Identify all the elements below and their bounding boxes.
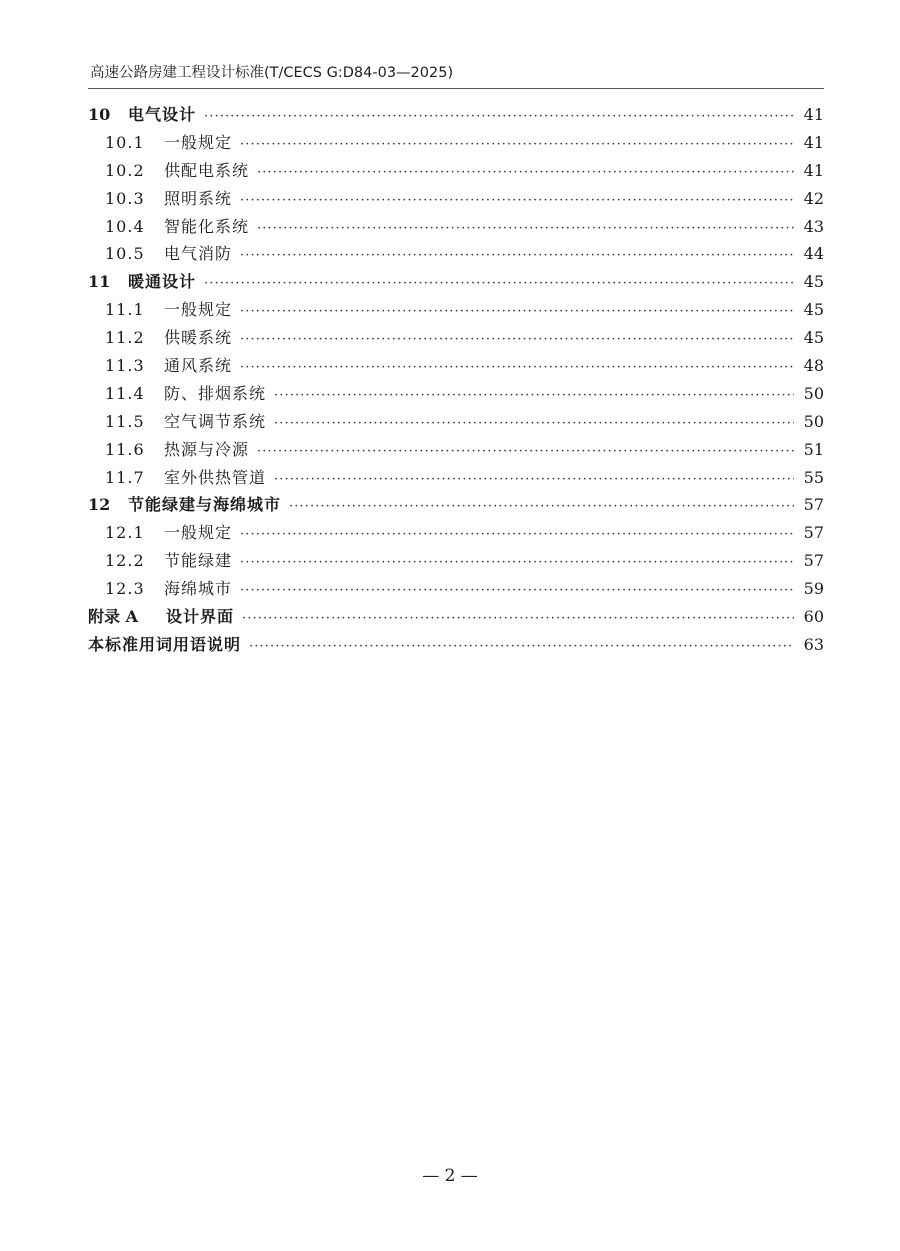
toc-title: 一般规定 — [164, 523, 233, 543]
toc-title: 一般规定 — [164, 300, 233, 320]
dot-leader — [240, 242, 794, 270]
toc-number: 10 — [88, 105, 111, 124]
toc-entry-appendix-a[interactable] — [88, 603, 824, 631]
toc-number: 11.6 — [105, 439, 145, 459]
toc-title: 暖通设计 — [128, 272, 197, 292]
toc-page: 41 — [803, 132, 824, 152]
toc-number: 12.1 — [105, 523, 145, 543]
toc-entry-12[interactable] — [88, 491, 824, 519]
toc-page: 41 — [803, 105, 824, 124]
table-of-contents — [88, 101, 824, 659]
toc-number: 10.3 — [105, 188, 145, 208]
toc-title: 节能绿建与海绵城市 — [128, 495, 282, 515]
toc-page: 42 — [803, 188, 824, 208]
dot-leader — [240, 521, 794, 549]
toc-number: 10.4 — [105, 216, 145, 236]
toc-title: 智能化系统 — [164, 216, 250, 236]
toc-page: 50 — [803, 411, 824, 431]
dot-leader — [240, 131, 794, 159]
toc-entry-10-3[interactable] — [88, 185, 824, 213]
toc-title: 电气设计 — [128, 105, 197, 124]
dot-leader — [242, 605, 794, 633]
header-rule — [88, 88, 824, 89]
toc-page: 57 — [803, 551, 824, 571]
toc-page: 60 — [803, 607, 824, 627]
dot-leader — [240, 187, 794, 215]
toc-entry-12-3[interactable] — [88, 575, 824, 603]
toc-page: 59 — [803, 579, 824, 599]
toc-entry-10-1[interactable] — [88, 129, 824, 157]
toc-page: 57 — [803, 523, 824, 543]
toc-entry-11-1[interactable] — [88, 296, 824, 324]
toc-entry-11-5[interactable] — [88, 408, 824, 436]
toc-number: 11.7 — [105, 467, 145, 487]
toc-page: 44 — [803, 244, 824, 264]
toc-entry-12-1[interactable] — [88, 519, 824, 547]
toc-number: 11.4 — [105, 383, 145, 403]
toc-page: 45 — [803, 272, 824, 292]
toc-page: 51 — [803, 439, 824, 459]
toc-title: 海绵城市 — [164, 579, 233, 599]
toc-page: 45 — [803, 300, 824, 320]
toc-number: 10.2 — [105, 160, 145, 180]
toc-entry-10-4[interactable] — [88, 213, 824, 241]
toc-title: 设计界面 — [166, 607, 235, 627]
toc-title: 照明系统 — [164, 188, 233, 208]
toc-page: 48 — [803, 356, 824, 376]
toc-entry-11-6[interactable] — [88, 436, 824, 464]
toc-page: 57 — [803, 495, 824, 515]
dot-leader — [289, 493, 794, 521]
toc-entry-11-2[interactable] — [88, 324, 824, 352]
toc-number: 11 — [88, 272, 111, 292]
dot-leader — [204, 103, 794, 131]
toc-title: 供配电系统 — [164, 160, 250, 180]
toc-entry-11-4[interactable] — [88, 380, 824, 408]
toc-page: 45 — [803, 328, 824, 348]
toc-number: 12.2 — [105, 551, 145, 571]
toc-entry-terms-explanation[interactable] — [88, 631, 824, 659]
page-number: — 2 — — [422, 1166, 478, 1186]
toc-page: 43 — [803, 216, 824, 236]
dot-leader — [274, 410, 794, 438]
toc-title: 空气调节系统 — [164, 411, 267, 431]
dot-leader — [257, 159, 794, 187]
toc-page: 50 — [803, 383, 824, 403]
toc-number: 11.2 — [105, 328, 145, 348]
toc-entry-10-5[interactable] — [88, 240, 824, 268]
toc-number: 10.5 — [105, 244, 145, 264]
toc-title: 节能绿建 — [164, 551, 233, 571]
dot-leader — [274, 466, 794, 494]
toc-number: 11.1 — [105, 300, 145, 320]
toc-entry-10[interactable] — [88, 101, 824, 129]
dot-leader — [204, 270, 794, 298]
toc-entry-12-2[interactable] — [88, 547, 824, 575]
toc-number: 12 — [88, 495, 111, 515]
running-header: 高速公路房建工程设计标准(T/CECS G:D84-03—2025) — [90, 65, 454, 81]
toc-page: 55 — [803, 467, 824, 487]
dot-leader — [274, 382, 794, 410]
dot-leader — [240, 326, 794, 354]
dot-leader — [240, 298, 794, 326]
toc-title: 室外供热管道 — [164, 467, 267, 487]
dot-leader — [240, 549, 794, 577]
toc-title: 供暖系统 — [164, 328, 233, 348]
toc-number: 11.3 — [105, 356, 145, 376]
toc-entry-11[interactable] — [88, 268, 824, 296]
toc-title: 防、排烟系统 — [164, 383, 267, 403]
toc-title: 电气消防 — [164, 244, 233, 264]
toc-entry-11-7[interactable] — [88, 464, 824, 492]
toc-page: 63 — [803, 634, 824, 654]
toc-number: 11.5 — [105, 411, 145, 431]
dot-leader — [257, 438, 794, 466]
toc-number: 10.1 — [105, 132, 145, 152]
dot-leader — [249, 633, 794, 661]
dot-leader — [240, 577, 794, 605]
toc-page: 41 — [803, 160, 824, 180]
toc-entry-10-2[interactable] — [88, 157, 824, 185]
toc-title: 通风系统 — [164, 356, 233, 376]
toc-entry-11-3[interactable] — [88, 352, 824, 380]
dot-leader — [240, 354, 794, 382]
toc-number: 12.3 — [105, 579, 145, 599]
toc-title: 本标准用词用语说明 — [88, 634, 242, 654]
dot-leader — [257, 215, 794, 243]
toc-title: 一般规定 — [164, 132, 233, 152]
toc-title: 热源与冷源 — [164, 439, 250, 459]
toc-number: 附录 A — [88, 607, 138, 627]
